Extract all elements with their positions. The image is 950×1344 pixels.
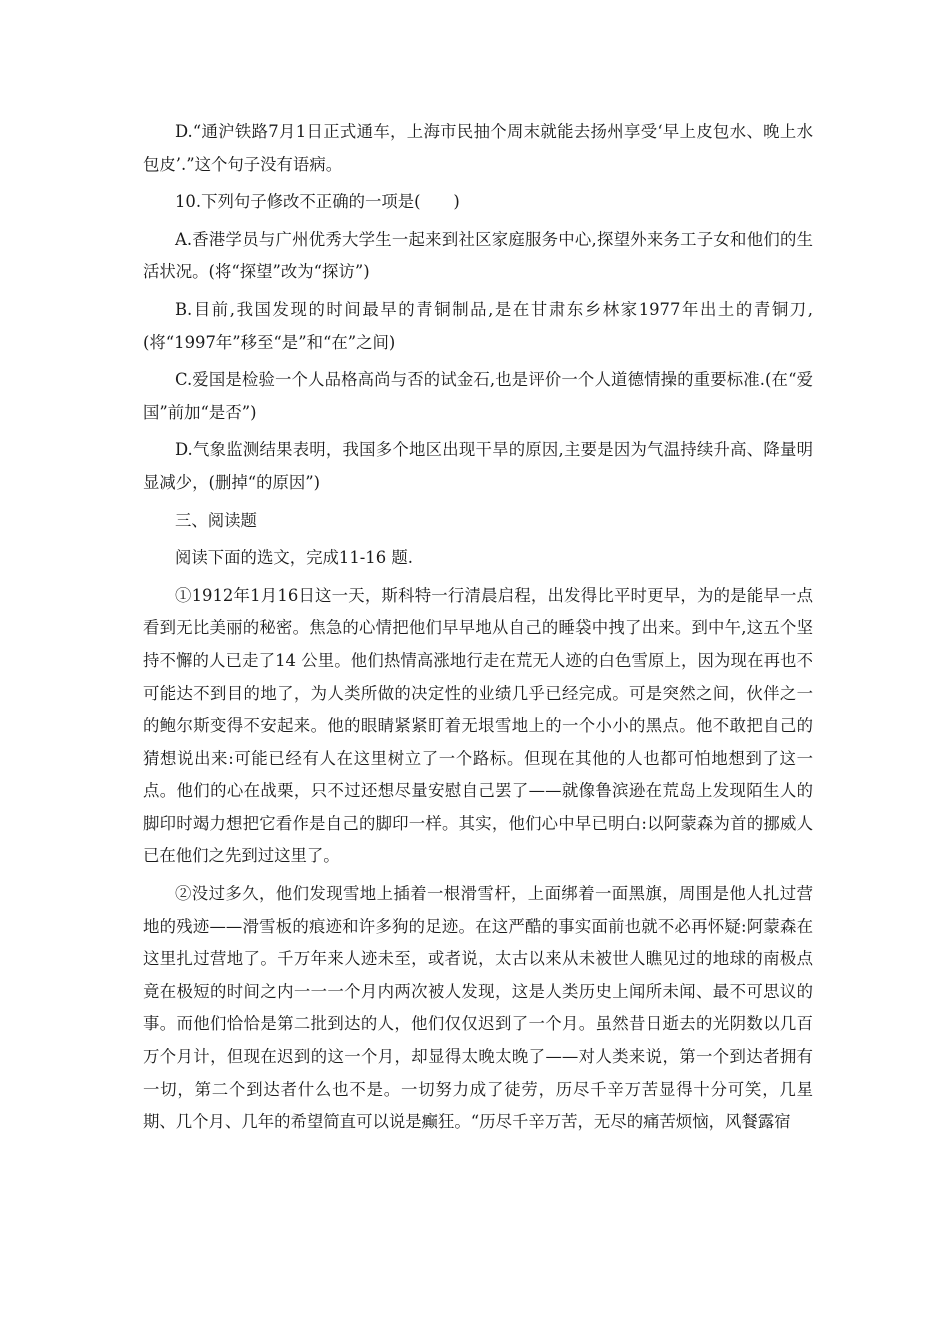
section-heading: 三、阅读题 (175, 510, 257, 530)
reading-instruction: 阅读下面的选文，完成11-16 题. (175, 548, 413, 568)
document-body (143, 116, 813, 1139)
option-c: C.爱国是检验一个人品格高尚与否的试金石,也是评价一个人道德情操的重要标准.(在“爱国”前加“是否”) (143, 370, 813, 422)
passage-paragraph-1: ①1912年1月16日这一天，斯科特一行清晨启程，出发得比平时更早，为的是能早一点看到无比美丽的秘密。焦急的心情把他们早早地从自己的睡袋中拽了出来。到中午,这五个坚持不懈的人已走了14 公里。他们热情高涨地行走在荒无人迹的白色雪原上，因为现在再也不可能达不到目的地了，为人类所做的决定性的业绩几乎已经完成。可是突然之间，伙伴之一的鲍尔斯变得不安起来。他的眼睛紧紧盯着无垠雪地上的一个小小的黑点。他不敢把自己的猜想说出来:可能已经有人在这里树立了一个路标。但现在其他的人也都可怕地想到了这一点。他们的心在战栗，只不过还想尽量安慰自己罢了——就像鲁滨逊在荒岛上发现陌生人的脚印时竭力想把它看作是自己的脚印一样。其实，他们心中早已明白:以阿蒙森为首的挪威人已在他们之先到过这里了。 (143, 585, 813, 866)
option-d-sentence: D.“通沪铁路7月1日正式通车，上海市民抽个周末就能去扬州享受‘早上皮包水、晚上水包皮’.”这个句子没有语病。 (143, 122, 813, 174)
option-d: D.气象监测结果表明，我国多个地区出现干旱的原因,主要是因为气温持续升高、降量明显减少，(删掉“的原因”) (143, 440, 813, 492)
option-a: A.香港学员与广州优秀大学生一起来到社区家庭服务中心,探望外来务工子女和他们的生活状况。(将“探望”改为“探访”) (143, 229, 813, 282)
option-b: B.目前,我国发现的时间最早的青铜制品,是在甘肃东乡林家1977年出土的青铜刀,(将“1997年”移至“是”和“在”之间) (143, 299, 813, 352)
passage-paragraph-2: ②没过多久，他们发现雪地上插着一根滑雪杆，上面绑着一面黑旗，周围是他人扎过营地的残迹——滑雪板的痕迹和许多狗的足迹。在这严酷的事实面前也就不必再怀疑:阿蒙森在这里扎过营地了。千万年来人迹未至，或者说，太古以来从未被世人瞧见过的地球的南极点竟在极短的时间之内一一一个月内两次被人发现，这是人类历史上闻所未闻、最不可思议的事。而他们恰恰是第二批到达的人，他们仅仅迟到了一个月。虽然昔日逝去的光阴数以几百万个月计，但现在迟到的这一个月，却显得太晚太晚了——对人类来说，第一个到达者拥有一切，第二个到达者什么也不是。一切努力成了徒劳，历尽千辛万苦显得十分可笑，几星期、几个月、几年的希望简直可以说是癫狂。“历尽千辛万苦，无尽的痛苦烦恼，风餐露宿 (143, 884, 813, 1132)
question-10: 10.下列句子修改不正确的一项是( ) (175, 192, 460, 212)
